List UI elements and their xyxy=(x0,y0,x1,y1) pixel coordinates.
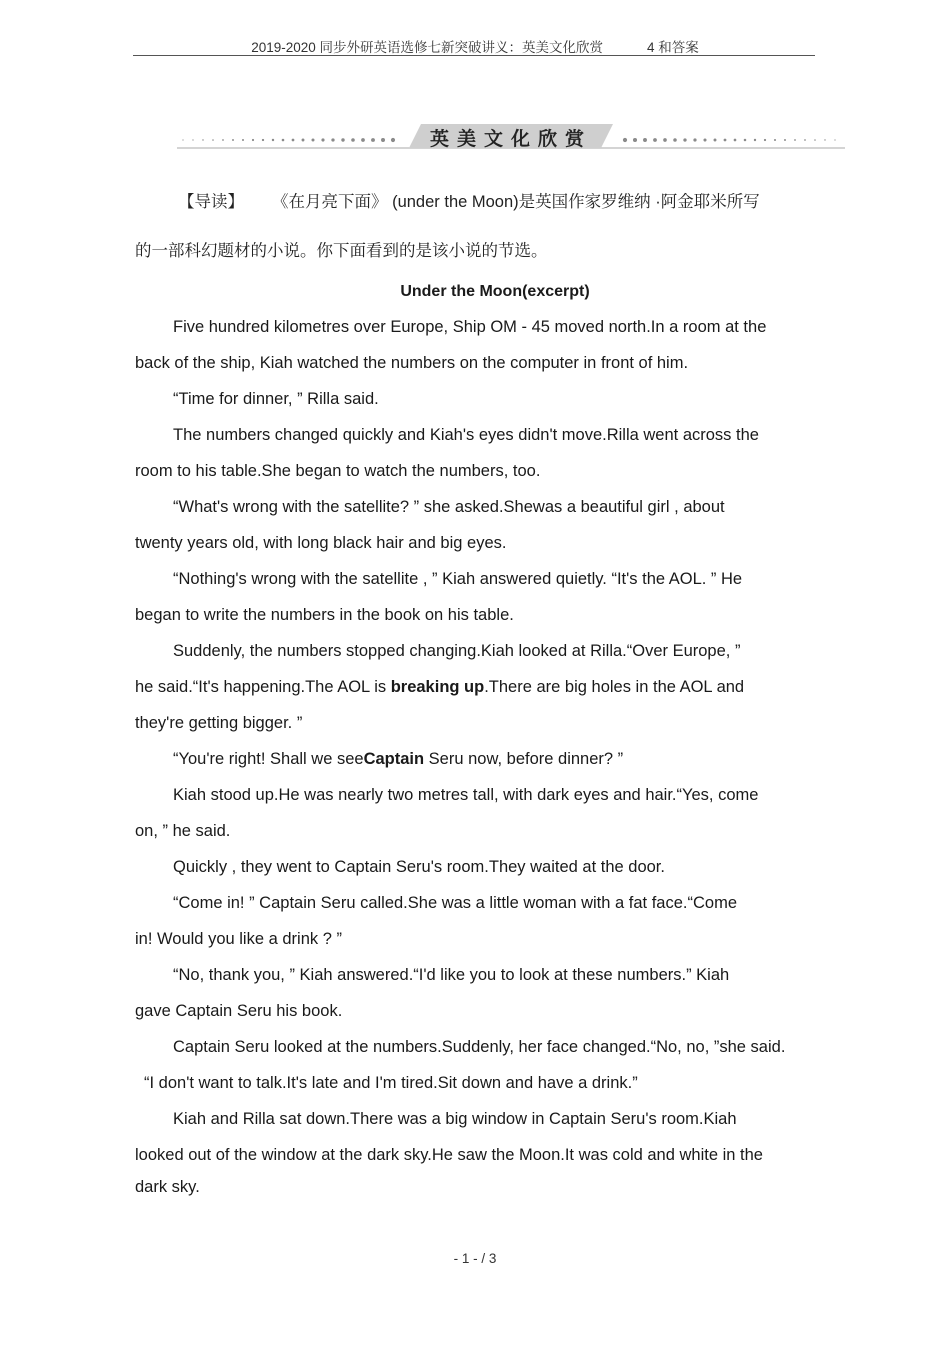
story-line: “No, thank you, ” Kiah answered.“I'd like you to look at these numbers.” Kiah xyxy=(173,966,730,984)
header-suffix: 4 和答案 xyxy=(647,40,699,55)
bold-term: breaking up xyxy=(390,678,485,696)
story-line: room to his table.She began to watch the numbers, too. xyxy=(135,462,541,480)
story-line: “Nothing's wrong with the satellite , ” Kiah answered quietly. “It's the AOL. ” He xyxy=(173,570,743,588)
story-line: he said.“It's happening.The AOL is breaking up.There are big holes in the AOL and xyxy=(135,678,745,696)
page-number: - 1 - / 3 xyxy=(453,1251,497,1266)
intro-text-line-2: 的一部科幻题材的小说。你下面看到的是该小说的节选。 xyxy=(135,242,548,260)
story-line: “You're right! Shall we seeCaptain Seru now, before dinner? ” xyxy=(173,750,624,768)
bold-term: Captain xyxy=(363,750,425,768)
story-line: “Time for dinner, ” Rilla said. xyxy=(173,390,379,408)
story-line: on, ” he said. xyxy=(135,822,231,840)
story-line: Suddenly, the numbers stopped changing.Kiah looked at Rilla.“Over Europe, ” xyxy=(173,642,741,660)
story-line: Quickly , they went to Captain Seru's room.They waited at the door. xyxy=(173,858,665,876)
intro-label: 【导读】 xyxy=(178,193,244,211)
story-line: Five hundred kilometres over Europe, Ship OM - 45 moved north.In a room at the xyxy=(173,318,767,336)
story-line: they're getting bigger. ” xyxy=(135,714,303,732)
running-header xyxy=(0,36,950,56)
story-title: Under the Moon(excerpt) xyxy=(400,283,590,300)
banner-title: 英美文化欣赏 xyxy=(429,128,592,150)
story-line: “I don't want to talk.It's late and I'm tired.Sit down and have a drink.” xyxy=(144,1074,638,1092)
story-line: looked out of the window at the dark sky.He saw the Moon.It was cold and white in the xyxy=(135,1146,763,1164)
section-banner xyxy=(177,120,845,152)
story-line: Kiah and Rilla sat down.There was a big window in Captain Seru's room.Kiah xyxy=(173,1110,737,1128)
story-line: gave Captain Seru his book. xyxy=(135,1002,343,1020)
header-title: 2019-2020 同步外研英语选修七新突破讲义：英美文化欣赏 xyxy=(251,40,604,55)
story-line: dark sky. xyxy=(135,1178,200,1196)
story-line: The numbers changed quickly and Kiah's eyes didn't move.Rilla went across the xyxy=(173,426,759,444)
intro-text-line-1: 《在月亮下面》 (under the Moon)是英国作家罗维纳 ·阿金耶米所写 xyxy=(272,193,760,211)
story-line: “What's wrong with the satellite? ” she asked.Shewas a beautiful girl , about xyxy=(173,498,725,516)
story-line: Captain Seru looked at the numbers.Suddenly, her face changed.“No, no, ”she said. xyxy=(173,1038,786,1056)
story-line: back of the ship, Kiah watched the numbers on the computer in front of him. xyxy=(135,354,689,372)
story-line: “Come in! ” Captain Seru called.She was a little woman with a fat face.“Come xyxy=(173,894,737,912)
story-line: Kiah stood up.He was nearly two metres tall, with dark eyes and hair.“Yes, come xyxy=(173,786,759,804)
story-line: began to write the numbers in the book on his table. xyxy=(135,606,514,624)
story-line: in! Would you like a drink ? ” xyxy=(135,930,342,948)
story-body xyxy=(135,316,835,1212)
story-line: twenty years old, with long black hair and big eyes. xyxy=(135,534,507,552)
header-rule xyxy=(133,55,815,56)
